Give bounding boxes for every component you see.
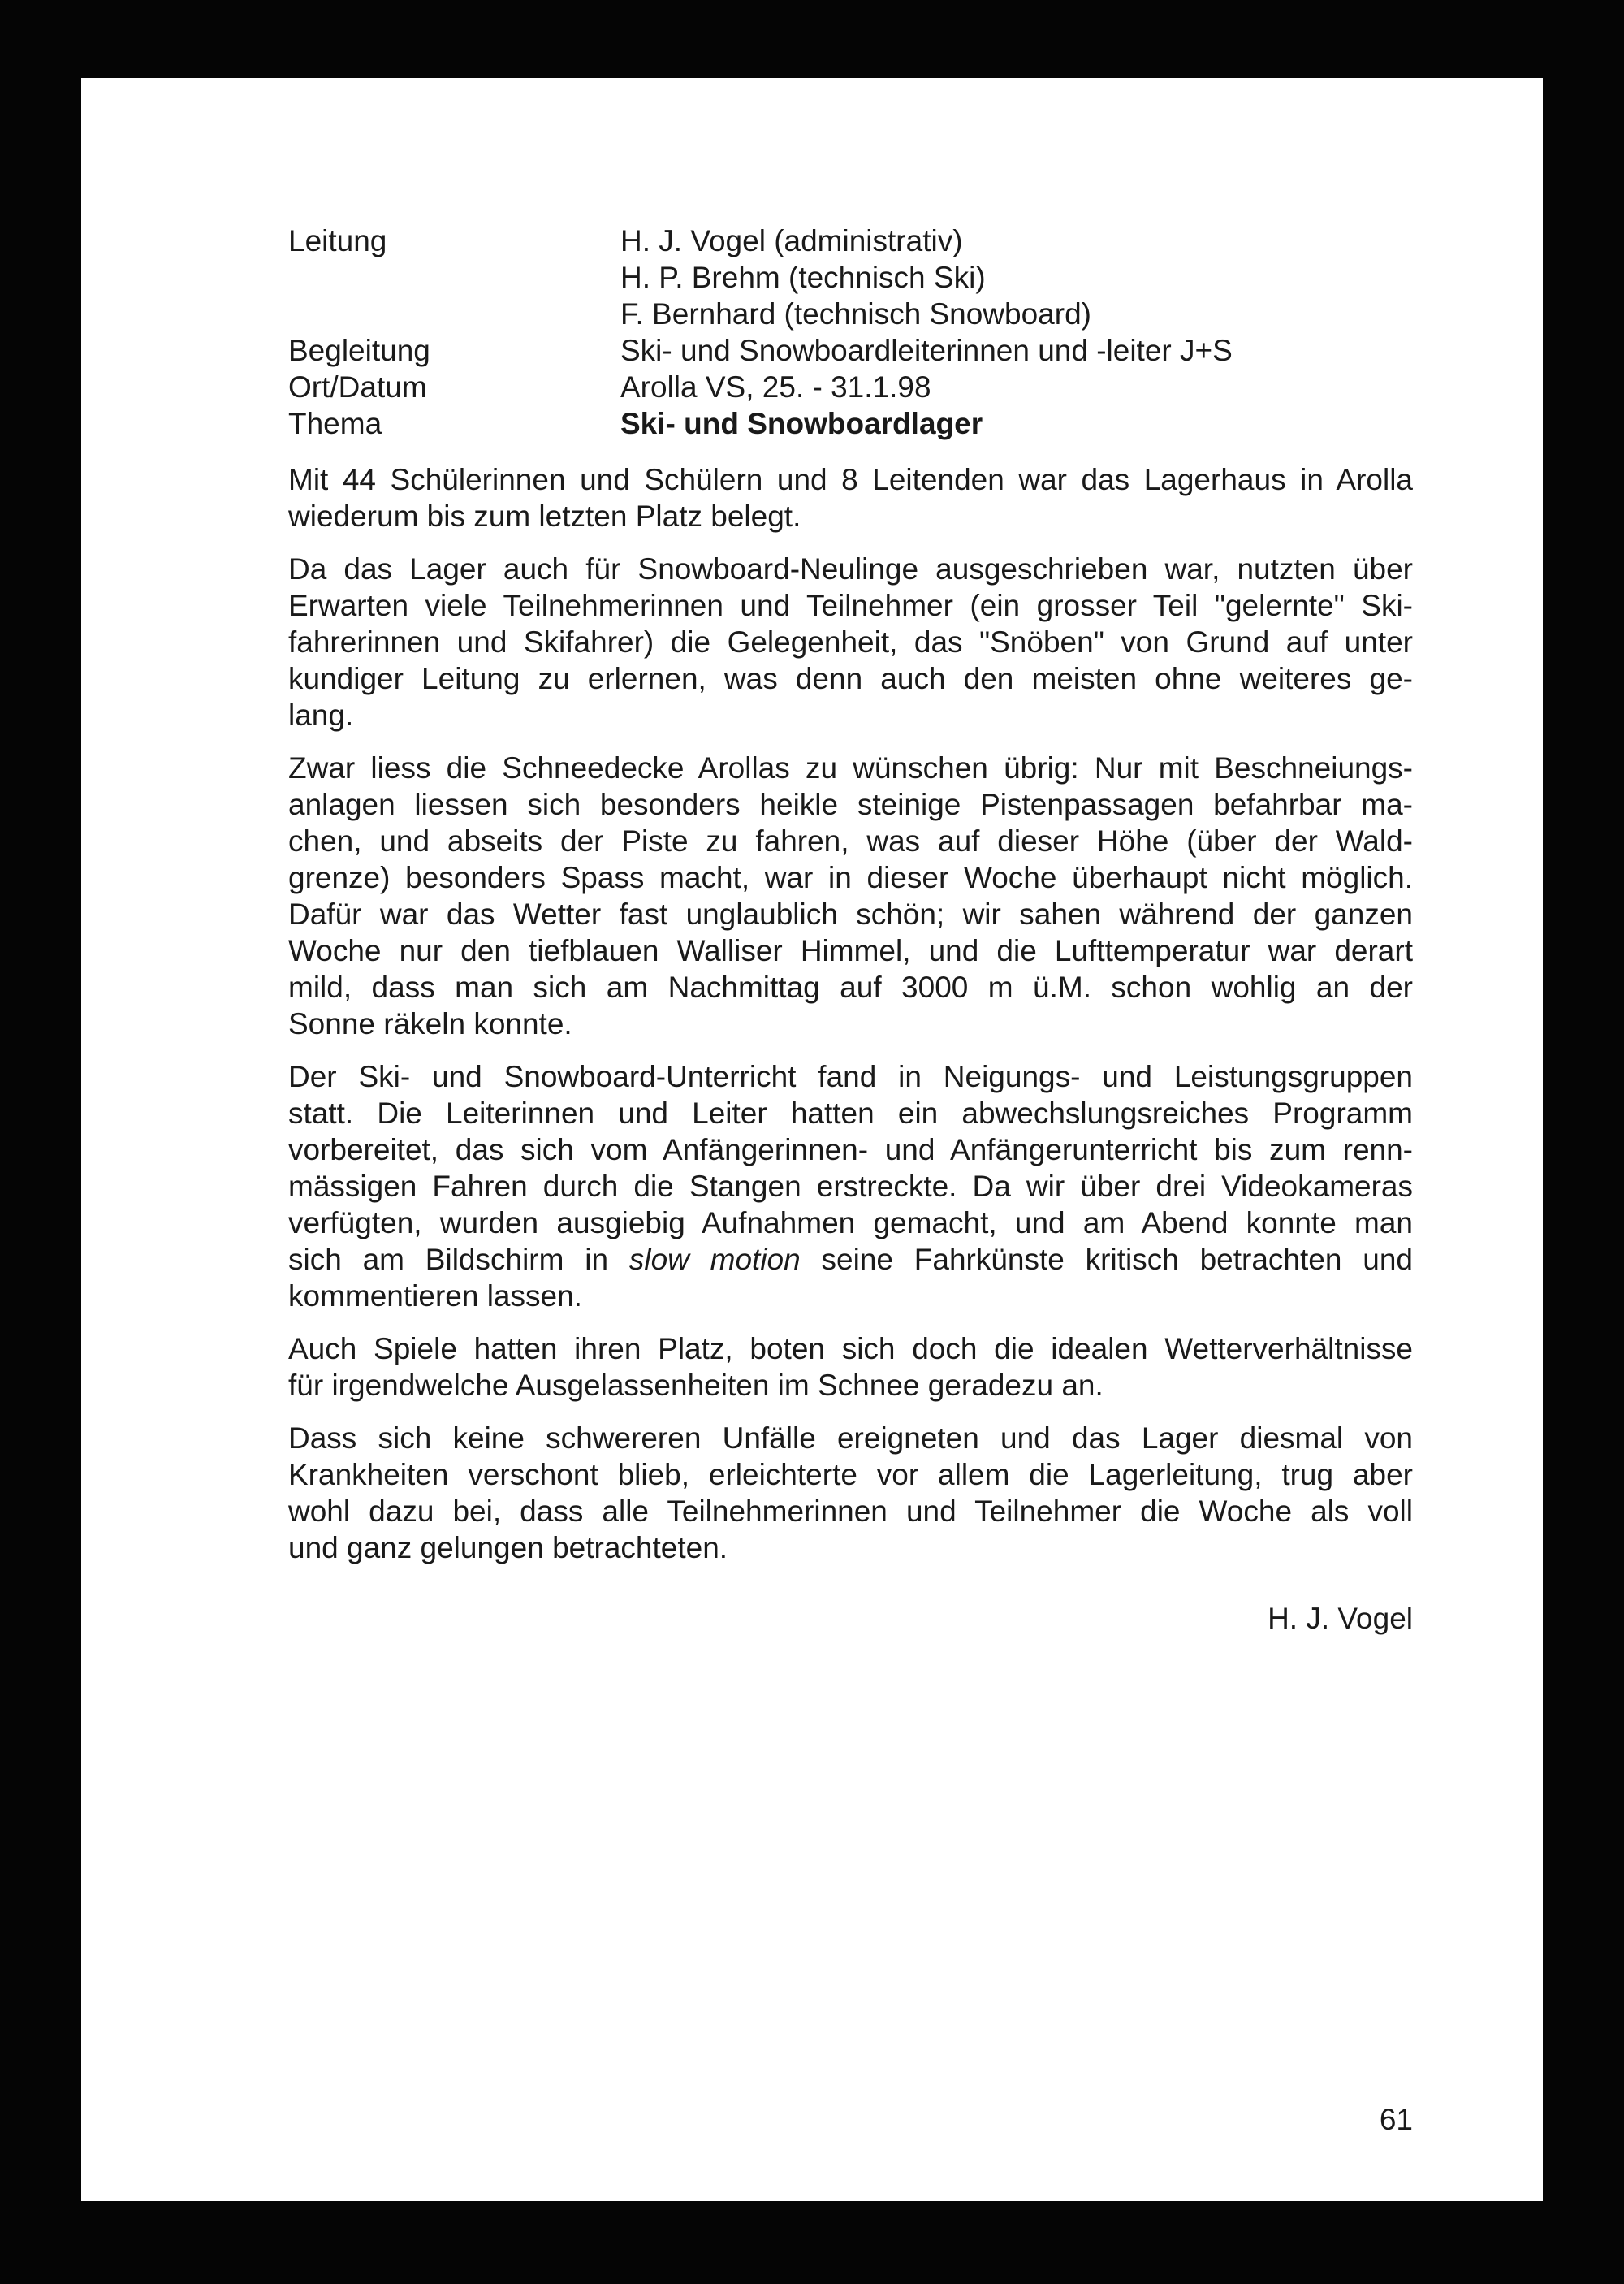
text-line: Dafür war das Wetter fast unglaublich schön; wir sahen während der ganzen [288,898,1413,931]
topic-title: Ski- und Snowboardlager [620,407,983,440]
text-line: Sonne räkeln konnte. [288,1007,572,1040]
text-line: wiederum bis zum letzten Platz belegt. [288,500,801,533]
text-line: Da das Lager auch für Snowboard-Neulinge ausgeschrieben war, nutzten über [288,552,1413,586]
meta-label: Thema [288,407,382,440]
paragraph-4 [288,1058,1413,1314]
paragraph-6 [288,1420,1413,1566]
text-segment: sich am Bildschirm in [288,1243,629,1276]
text-line: grenze) besonders Spass macht, war in dieser Woche überhaupt nicht möglich. [288,861,1413,894]
text-line: für irgendwelche Ausgelassenheiten im Schnee geradezu an. [288,1369,1104,1402]
text-line: kundiger Leitung zu erlernen, was denn auch den meisten ohne weiteres ge- [288,662,1413,695]
text-line: und ganz gelungen betrachteten. [288,1531,728,1564]
text-line-with-italic [288,1241,1413,1278]
text-line: anlagen liessen sich besonders heikle steinige Pistenpassagen befahrbar ma- [288,788,1413,821]
text-line: mild, dass man sich am Nachmittag auf 3000 m ü.M. schon wohlig an der [288,971,1413,1004]
page-content [288,223,1413,1637]
text-segment: seine Fahrkünste kritisch betrachten und [800,1243,1413,1276]
paragraph-2 [288,551,1413,733]
meta-label: Leitung [288,224,387,257]
text-line: verfügten, wurden ausgiebig Aufnahmen gemacht, und am Abend konnte man [288,1206,1413,1239]
author-signature: H. J. Vogel [1268,1602,1413,1635]
italic-term: slow motion [628,1243,801,1276]
meta-value-line: Arolla VS, 25. - 31.1.98 [620,370,931,404]
text-line: Dass sich keine schwereren Unfälle ereigneten und das Lager diesmal von [288,1421,1413,1455]
text-line: kommentieren lassen. [288,1279,582,1313]
paragraph-3 [288,750,1413,1042]
text-line: statt. Die Leiterinnen und Leiter hatten ein abwechslungsreiches Programm [288,1097,1413,1130]
page-number: 61 [1379,2103,1413,2136]
text-line: chen, und abseits der Piste zu fahren, was auf dieser Höhe (über der Wald- [288,824,1413,858]
meta-row-ort-datum [288,369,1413,405]
meta-table [288,223,1413,442]
text-line: fahrerinnen und Skifahrer) die Gelegenheit, das "Snöben" von Grund auf unter [288,625,1413,659]
meta-value-line: H. J. Vogel (administrativ) [620,224,963,257]
meta-value-line: H. P. Brehm (technisch Ski) [620,261,986,294]
meta-value-line: Ski- und Snowboardleiterinnen und -leiter J+S [620,334,1233,367]
meta-row-thema [288,405,1413,442]
paragraph-1 [288,461,1413,534]
meta-row-leitung [288,223,1413,332]
text-line: Zwar liess die Schneedecke Arollas zu wünschen übrig: Nur mit Beschneiungs- [288,751,1413,785]
text-line: Auch Spiele hatten ihren Platz, boten sich doch die idealen Wetterverhältnisse [288,1332,1413,1365]
text-line: Woche nur den tiefblauen Walliser Himmel, und die Lufttemperatur war derart [288,934,1413,967]
text-line: Mit 44 Schülerinnen und Schülern und 8 Leitenden war das Lagerhaus in Arolla [288,463,1413,496]
text-line: mässigen Fahren durch die Stangen erstreckte. Da wir über drei Videokameras [288,1170,1413,1203]
text-line: wohl dazu bei, dass alle Teilnehmerinnen und Teilnehmer die Woche als voll [288,1495,1413,1528]
meta-value-line: F. Bernhard (technisch Snowboard) [620,297,1091,331]
meta-value [620,369,1413,405]
meta-row-begleitung [288,332,1413,369]
text-line: vorbereitet, das sich vom Anfängerinnen- und Anfängerunterricht bis zum renn- [288,1133,1413,1166]
text-line: Der Ski- und Snowboard-Unterricht fand in Neigungs- und Leistungsgruppen [288,1060,1413,1093]
meta-value [620,405,1413,442]
text-line: Erwarten viele Teilnehmerinnen und Teilnehmer (ein grosser Teil "gelernte" Ski- [288,589,1413,622]
text-line: Krankheiten verschont blieb, erleichterte vor allem die Lagerleitung, trug aber [288,1458,1413,1491]
paragraph-5 [288,1330,1413,1404]
meta-label: Begleitung [288,334,430,367]
meta-label: Ort/Datum [288,370,427,404]
meta-value [620,332,1413,369]
meta-value [620,223,1413,332]
document-page [81,78,1543,2201]
text-line: lang. [288,699,354,732]
